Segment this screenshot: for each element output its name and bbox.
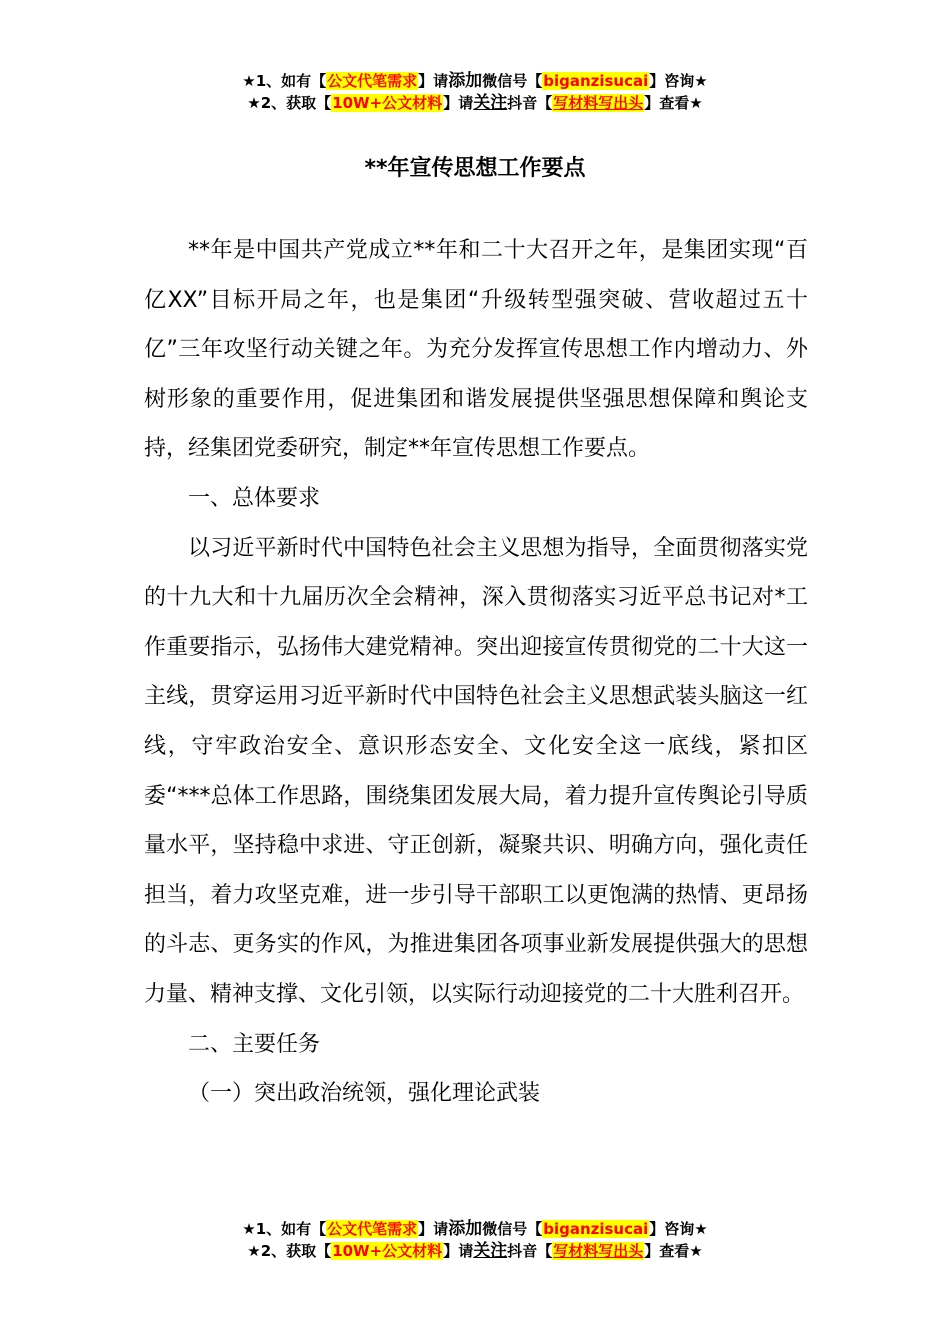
- general-requirements-paragraph: 以习近平新时代中国特色社会主义思想为指导，全面贯彻落实党的十九大和十九届历次全会精神，深入贯彻落实习近平总书记对*工作重要指示，弘扬伟大建党精神。突出迎接宣传贯彻党的二十大这一主线，贯穿运用习近平新时代中国特色社会主义思想武装头脑这一红线，守牢政治安全、意识形态安全、文化安全这一底线，紧扣区委“***总体工作思路，围绕集团发展大局，着力提升宣传舆论引导质量水平，坚持稳中求进、守正创新，凝聚共识、明确方向，强化责任担当，着力攻坚克难，进一步引导干部职工以更饱满的热情、更昂扬的斗志、更务实的作风，为推进集团各项事业新发展提供强大的思想力量、精神支撑、文化引领，以实际行动迎接党的二十大胜利召开。: [144, 535, 808, 1007]
- highlight-douyin-account: 写材料写出头: [553, 1242, 644, 1260]
- banner-text: 微信号【: [482, 72, 543, 90]
- banner-text: 】咨询★: [649, 72, 708, 90]
- banner-text: 】请: [443, 1242, 474, 1260]
- highlight-service: 公文代笔需求: [327, 1220, 418, 1238]
- banner-text: ★2、获取【: [247, 94, 332, 112]
- banner-text: ★1、如有【: [242, 1220, 327, 1238]
- banner-emphasis: 添加: [448, 1219, 483, 1239]
- banner-text: 】请: [443, 94, 474, 112]
- banner-emphasis: 关注: [473, 93, 508, 113]
- banner-text: 】咨询★: [649, 1220, 708, 1238]
- section-heading-general-requirements: 一、总体要求: [188, 485, 321, 511]
- banner-emphasis: 添加: [448, 71, 483, 91]
- banner-text: ★2、获取【: [247, 1242, 332, 1260]
- banner-line-2: [0, 92, 950, 114]
- banner-text: 抖音【: [507, 1242, 553, 1260]
- banner-emphasis: 关注: [473, 1241, 508, 1261]
- banner-text: 抖音【: [507, 94, 553, 112]
- banner-text: 】查看★: [644, 1242, 703, 1260]
- banner-text: 】请: [418, 1220, 449, 1238]
- highlight-wechat-id: biganzisucai: [543, 1220, 649, 1238]
- highlight-materials: 10W+公文材料: [332, 1242, 443, 1260]
- banner-text: 】请: [418, 72, 449, 90]
- banner-text: ★1、如有【: [242, 72, 327, 90]
- banner-line-1: [0, 70, 950, 92]
- highlight-wechat-id: biganzisucai: [543, 72, 649, 90]
- document-title: **年宣传思想工作要点: [364, 156, 586, 181]
- highlight-service: 公文代笔需求: [327, 72, 418, 90]
- banner-line-2: [0, 1240, 950, 1262]
- highlight-douyin-account: 写材料写出头: [553, 94, 644, 112]
- header-banner: [0, 70, 950, 114]
- banner-line-1: [0, 1218, 950, 1240]
- intro-paragraph: **年是中国共产党成立**年和二十大召开之年，是集团实现“百亿XX”目标开局之年，也是集团“升级转型强突破、营收超过五十亿”三年攻坚行动关键之年。为充分发挥宣传思想工作内增动力、外树形象的重要作用，促进集团和谐发展提供坚强思想保障和舆论支持，经集团党委研究，制定**年宣传思想工作要点。: [144, 238, 808, 462]
- section-heading-main-tasks: 二、主要任务: [188, 1031, 321, 1057]
- banner-text: 】查看★: [644, 94, 703, 112]
- document-body: [144, 226, 808, 1119]
- banner-text: 微信号【: [482, 1220, 543, 1238]
- subsection-heading-political-leadership: （一）突出政治统领，强化理论武装: [188, 1081, 541, 1107]
- highlight-materials: 10W+公文材料: [332, 94, 443, 112]
- footer-banner: [0, 1218, 950, 1262]
